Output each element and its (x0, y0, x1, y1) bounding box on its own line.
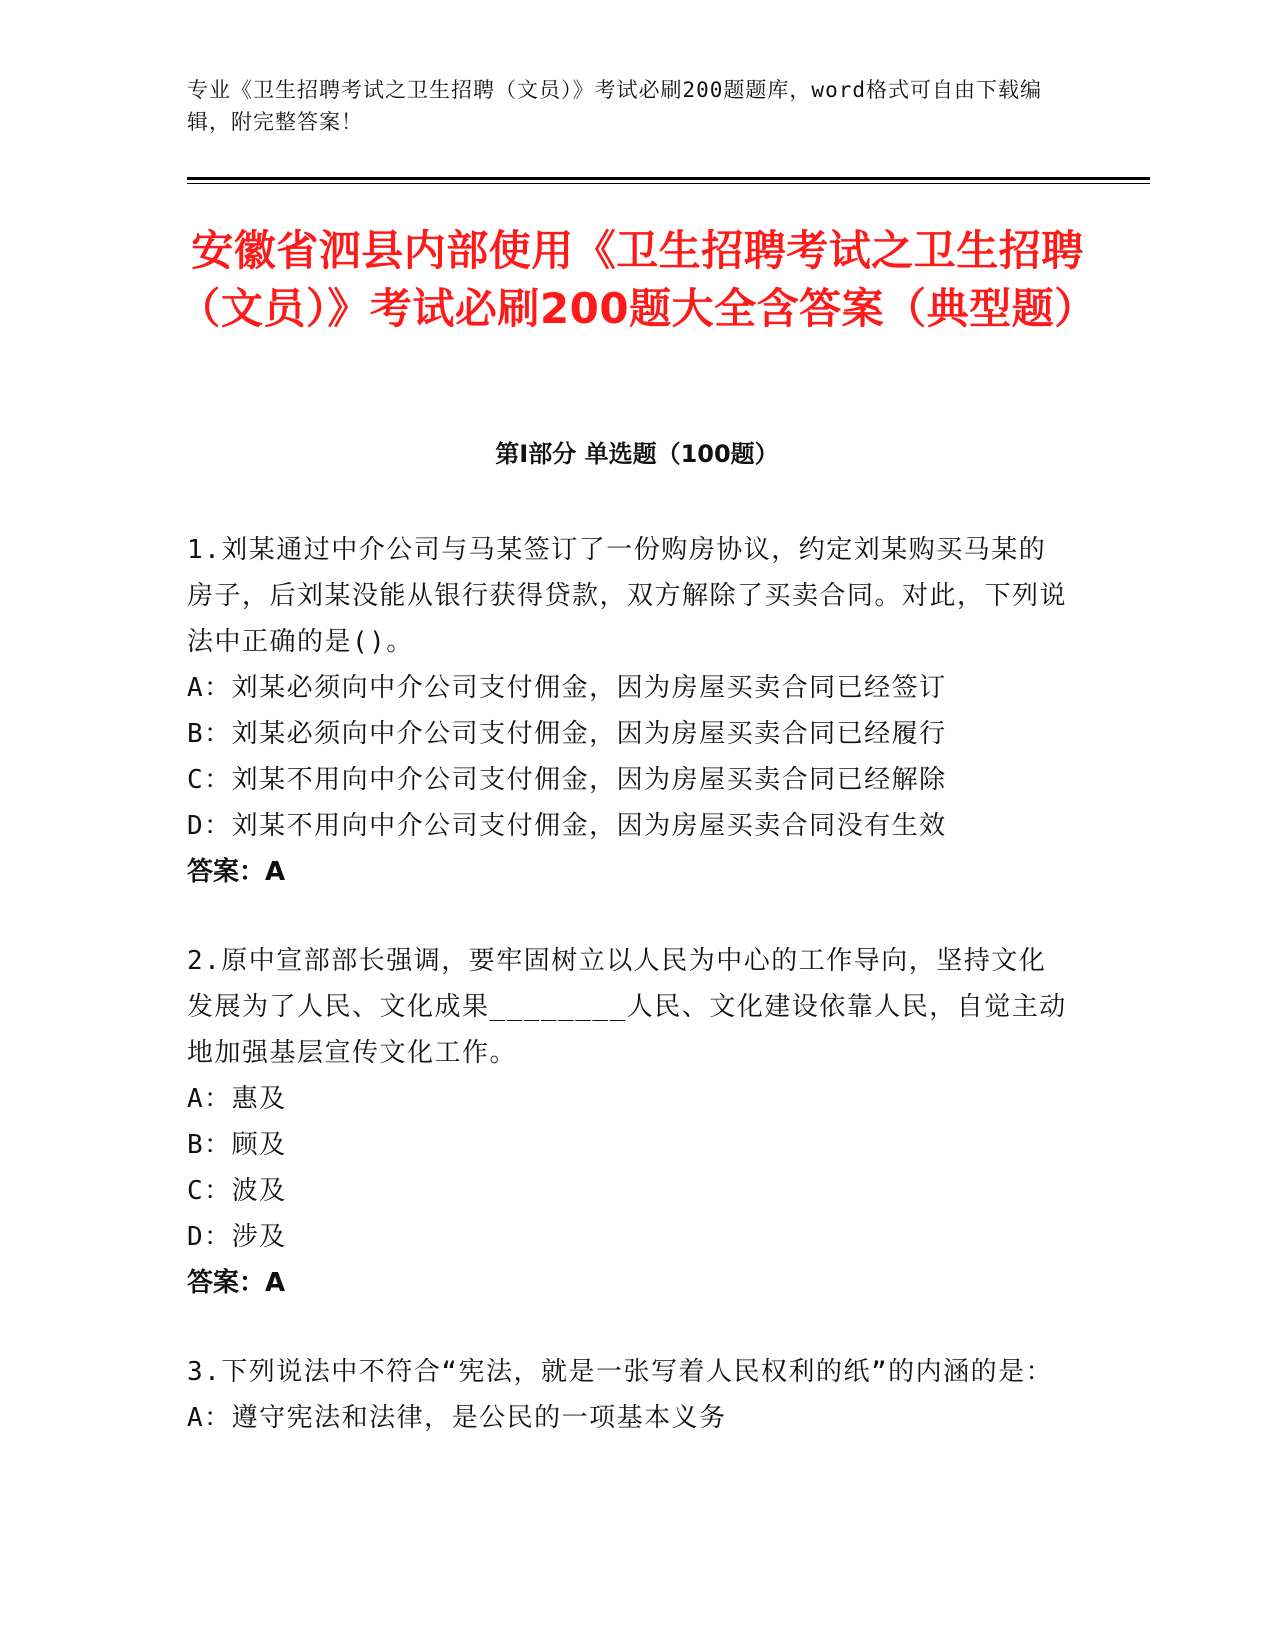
header-rule-thin (187, 183, 1150, 184)
section-heading: 第Ⅰ部分 单选题（100题） (495, 440, 779, 468)
question-list (187, 527, 1067, 1484)
option-a: A：刘某必须向中介公司支付佣金，因为房屋买卖合同已经签订 (187, 673, 947, 703)
option-d: D：涉及 (187, 1222, 287, 1252)
option-b: B：顾及 (187, 1130, 287, 1160)
option-c: C：波及 (187, 1176, 287, 1206)
header-note: 专业《卫生招聘考试之卫生招聘（文员）》考试必刷200题题库，word格式可自由下载编辑，附完整答案！ (187, 78, 1042, 134)
question-2 (187, 938, 1067, 1306)
header-rule-thick (187, 177, 1150, 180)
option-a: A：惠及 (187, 1084, 287, 1114)
question-stem: 1.刘某通过中介公司与马某签订了一份购房协议，约定刘某购买马某的房子，后刘某没能从银行获得贷款，双方解除了买卖合同。对此，下列说法中正确的是()。 (187, 535, 1068, 657)
question-stem: 2.原中宣部部长强调，要牢固树立以人民为中心的工作导向，坚持文化发展为了人民、文化成果________人民、文化建设依靠人民，自觉主动地加强基层宣传文化工作。 (187, 946, 1067, 1068)
document-title: 安徽省泗县内部使用《卫生招聘考试之卫生招聘（文员）》考试必刷200题大全含答案（典型题） (178, 226, 1097, 333)
option-c: C：刘某不用向中介公司支付佣金，因为房屋买卖合同已经解除 (187, 765, 947, 795)
question-answer: 答案：A (187, 1268, 286, 1298)
option-d: D：刘某不用向中介公司支付佣金，因为房屋买卖合同没有生效 (187, 811, 947, 841)
question-answer: 答案：A (187, 857, 286, 887)
option-a: A：遵守宪法和法律，是公民的一项基本义务 (187, 1403, 727, 1433)
question-stem: 3.下列说法中不符合“宪法，就是一张写着人民权利的纸”的内涵的是： (187, 1357, 1054, 1387)
option-b: B：刘某必须向中介公司支付佣金，因为房屋买卖合同已经履行 (187, 719, 947, 749)
question-3 (187, 1349, 1067, 1441)
question-1 (187, 527, 1067, 895)
